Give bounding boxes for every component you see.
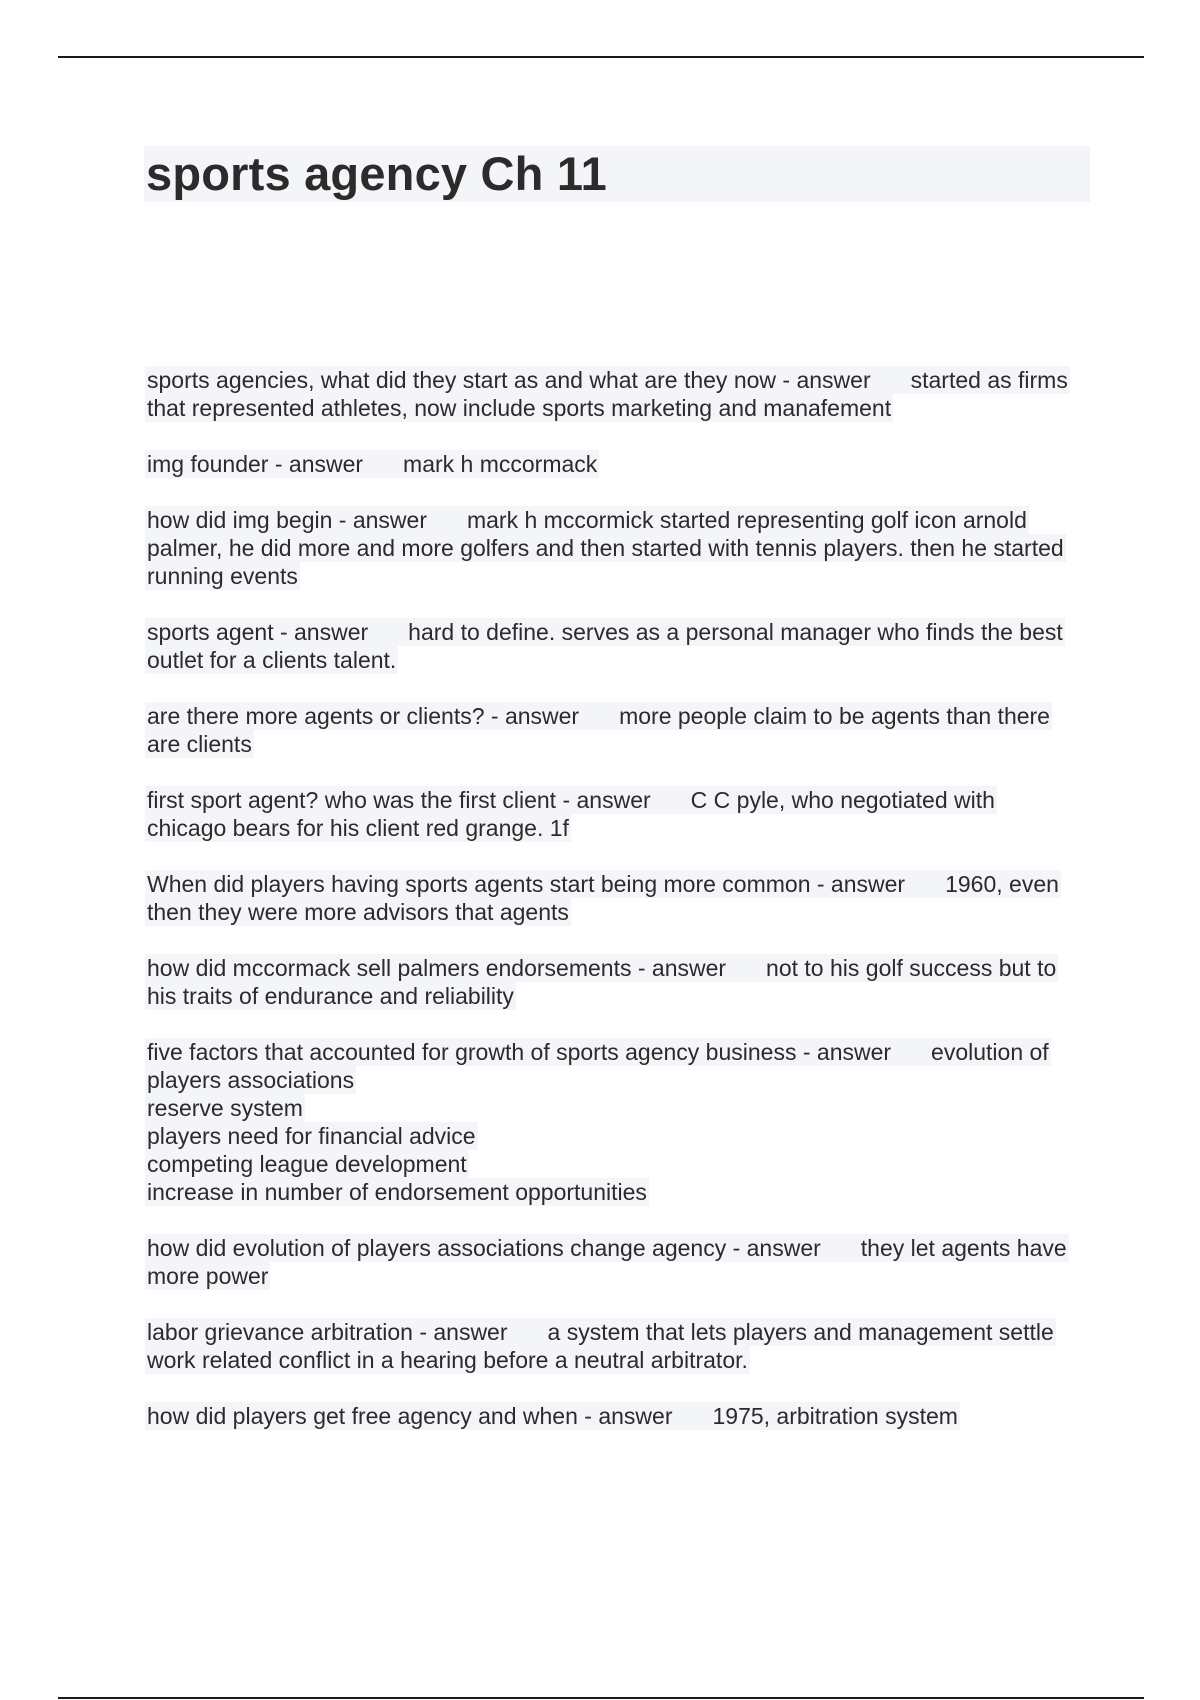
flashcard-answer: not to his golf success but to his traits of endurance and reliability bbox=[147, 955, 1057, 1009]
flashcard-list bbox=[145, 366, 1075, 1458]
flashcard-question: five factors that accounted for growth of sports agency business - answer bbox=[147, 1039, 892, 1065]
flashcard-question: how did evolution of players associations change agency - answer bbox=[147, 1235, 821, 1261]
flashcard-item bbox=[145, 954, 1075, 1010]
flashcard-question: first sport agent? who was the first client - answer bbox=[147, 787, 651, 813]
flashcard-answer: hard to define. serves as a personal manager who finds the best outlet for a clients talent. bbox=[147, 619, 1063, 673]
flashcard-question: img founder - answer bbox=[147, 451, 364, 477]
flashcard-item bbox=[145, 702, 1075, 758]
flashcard-item bbox=[145, 786, 1075, 842]
flashcard-text bbox=[145, 1402, 960, 1430]
flashcard-answer: mark h mccormick started representing golf icon arnold palmer, he did more and more golfers and then started with tennis players. then he started running events bbox=[147, 507, 1064, 589]
flashcard-text bbox=[145, 702, 1052, 758]
flashcard-question: sports agent - answer bbox=[147, 619, 369, 645]
flashcard-text bbox=[145, 366, 1070, 422]
flashcard-answer: mark h mccormack bbox=[403, 451, 598, 477]
flashcard-item bbox=[145, 366, 1075, 422]
flashcard-item bbox=[145, 1318, 1075, 1374]
flashcard-item bbox=[145, 870, 1075, 926]
flashcard-answer: 1975, arbitration system bbox=[712, 1403, 958, 1429]
top-rule bbox=[58, 56, 1144, 58]
flashcard-answer-line: players need for financial advice bbox=[147, 1123, 476, 1149]
page-title: sports agency Ch 11 bbox=[146, 147, 607, 200]
flashcard-item bbox=[145, 618, 1075, 674]
flashcard-item bbox=[145, 450, 1075, 478]
flashcard-text bbox=[145, 450, 599, 478]
flashcard-question: When did players having sports agents start being more common - answer bbox=[147, 871, 906, 897]
flashcard-item bbox=[145, 1234, 1075, 1290]
flashcard-text bbox=[145, 786, 997, 842]
flashcard-answer: a system that lets players and management settle work related conflict in a hearing before a neutral arbitrator. bbox=[147, 1319, 1054, 1373]
flashcard-answer: 1960, even then they were more advisors that agents bbox=[147, 871, 1059, 925]
flashcard-question: how did mccormack sell palmers endorsements - answer bbox=[147, 955, 727, 981]
flashcard-text bbox=[145, 1318, 1056, 1374]
flashcard-item bbox=[145, 1402, 1075, 1430]
flashcard-question: sports agencies, what did they start as and what are they now - answer bbox=[147, 367, 871, 393]
flashcard-answer: started as firms that represented athletes, now include sports marketing and manafement bbox=[147, 367, 1068, 421]
flashcard-question: labor grievance arbitration - answer bbox=[147, 1319, 508, 1345]
bottom-rule bbox=[58, 1697, 1144, 1699]
flashcard-answer: evolution of players associations bbox=[147, 1039, 1049, 1093]
flashcard-answer-line: reserve system bbox=[147, 1095, 303, 1121]
flashcard-answer: they let agents have more power bbox=[147, 1235, 1067, 1289]
flashcard-answer-line: increase in number of endorsement opportunities bbox=[147, 1179, 647, 1205]
flashcard-text bbox=[145, 870, 1061, 926]
flashcard-text bbox=[145, 1038, 1051, 1206]
flashcard-text bbox=[145, 954, 1058, 1010]
flashcard-text bbox=[145, 1234, 1069, 1290]
flashcard-question: are there more agents or clients? - answer bbox=[147, 703, 580, 729]
flashcard-answer: more people claim to be agents than there are clients bbox=[147, 703, 1050, 757]
flashcard-answer: C C pyle, who negotiated with chicago bears for his client red grange. 1f bbox=[147, 787, 995, 841]
flashcard-question: how did img begin - answer bbox=[147, 507, 427, 533]
flashcard-item bbox=[145, 1038, 1075, 1206]
flashcard-text bbox=[145, 618, 1065, 674]
flashcard-item bbox=[145, 506, 1075, 590]
flashcard-text bbox=[145, 506, 1066, 590]
flashcard-answer-line: competing league development bbox=[147, 1151, 467, 1177]
flashcard-question: how did players get free agency and when - answer bbox=[147, 1403, 673, 1429]
